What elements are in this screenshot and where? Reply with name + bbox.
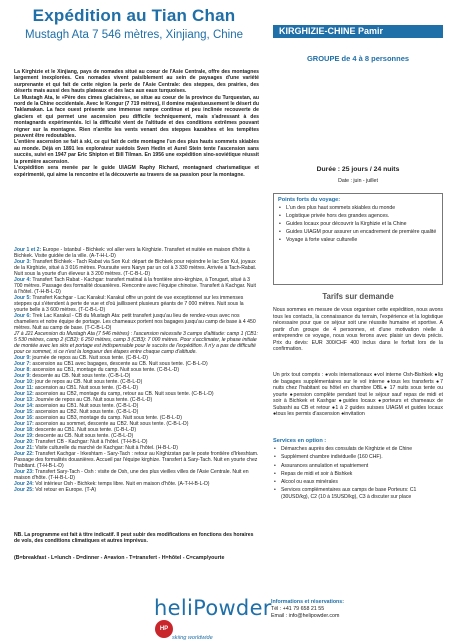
- itinerary-day: [14, 295, 259, 313]
- service-item: • Services complémentaires aux camps de base Porteurs: C1 (30USD/kg), C2 (10 à 15USD/kg), C3 à discuter sur place: [273, 487, 443, 500]
- intro-paragraph: L'expédition sera menée par le guide UIAGM Raphy Richard, montagnard charismatique et expérimenté, qui aime la rencontre et la découverte au travers de sa passion pour la montagne.: [14, 165, 259, 178]
- itinerary-day-label: Jour 23:: [14, 469, 34, 475]
- itinerary-day-label: Jour 16:: [14, 415, 34, 421]
- itinerary-day-label: Jour 13:: [14, 397, 34, 403]
- itinerary-day-text: jour de repos au CB. Nuit sous tente. (C-B-L-D): [35, 379, 143, 385]
- page-subtitle: Mustagh Ata 7 546 mètres, Xinjiang, Chine: [25, 29, 243, 41]
- itinerary-day-label: Jour 24:: [14, 481, 34, 487]
- itinerary-day-label: Jour 8:: [14, 367, 31, 373]
- itinerary-day: [14, 259, 259, 277]
- itinerary-day-label: Jour 25:: [14, 487, 34, 493]
- services-title: Services en option :: [273, 438, 327, 444]
- meal-legend: (B=breakfast - L=lunch - D=dinner - A=avion - T=transfert - H=hôtel - C=camp/yourte: [14, 555, 225, 561]
- contact-email[interactable]: Email : info@helipowder.com: [271, 613, 340, 619]
- intro-paragraph: L'entière ascension se fait à ski, ce qui fait de cette montagne l'un des plus hauts sommets skiables au monde. Déjà en 1891 les explorateur suédois Sven Hedin et Aurel Stein tente l'ascension sans succès, suivi en 1947 par Eric Shipton et Bill Tilman. En 1956 une expédition sino-soviétique réussit la première ascension.: [14, 139, 259, 165]
- services-list: [273, 446, 443, 502]
- itinerary-day-label: Jour 5:: [14, 295, 31, 301]
- itinerary-day-label: Jour 15:: [14, 409, 34, 415]
- intro-paragraph: Le Mustagh Ata, le «Père des cimes glaciaires», se situe au coeur de la province du Turquestan, au nord de la Chine occidentale. Avec le Kongur (7 719 mètres), il domine majestueusement le désert du Taklamakan. La face ouest présente une immense rampe continue et peu inclinée recouverte de glaciers et qui permet une ascension peu difficile techniquement, mais s'adressant à des montagnards expérimentés. Ici la difficulté vient de l'altitude et des conditions extrêmes pouvant régner sur la montagne. Rien n'arrête les vents venant des steppes kazakhes et les tempêtes peuvent être redoutables.: [14, 94, 259, 140]
- page-title: Expédition au Tian Chan: [32, 6, 236, 25]
- highlights-box: [273, 193, 443, 285]
- service-item: • Supplément chambre individuelle (160 CHF).: [273, 454, 443, 460]
- itinerary-day: [14, 331, 259, 355]
- highlights-list: [278, 205, 438, 244]
- itinerary-day-label: Jour 9:: [14, 355, 31, 361]
- itinerary-day-label: Jour 3:: [14, 259, 31, 265]
- highlight-item: • Logistique privée hors des grandes agences.: [278, 213, 438, 220]
- itinerary-day-text: ascension au CB1 avec bagages, descente au CB. Nuit sous tente. (C-B-L-D): [32, 361, 208, 367]
- itinerary-day-label: Jour 22:: [14, 451, 34, 457]
- itinerary-day: [14, 451, 259, 469]
- itinerary-day-label: Jour 1 et 2:: [14, 247, 42, 253]
- service-item: • Démarches auprès des consulats de Kirghizie et de Chine: [273, 446, 443, 452]
- helipowder-logo: [154, 596, 272, 641]
- itinerary-day-text: Visite culturelle du marché de Kachgar: Nuit à l'hôtel. (H-B-L-D): [35, 445, 178, 451]
- itinerary-day-text: Europe - Istanbul - Bichkek: vol aller vers la Kirghizie. Transfert et nuitée en maison d'hôte à Bichkek. Visite guidée de la ville. (A-T-H-L-D): [14, 247, 250, 259]
- itinerary-day-label: Jour 17:: [14, 421, 34, 427]
- highlight-item: • Voyage à forte valeur culturelle: [278, 237, 438, 244]
- itinerary-day-text: descente au CB1. Nuit sous tente. (C-B-L-D): [35, 427, 137, 433]
- itinerary-day-label: Jour 11:: [14, 385, 34, 391]
- highlights-title: Points forts du voyage:: [278, 197, 341, 203]
- service-item: • Repas de midi et soir à Bishkek: [273, 471, 443, 477]
- highlight-item: • Guides UIAGM pour assurer un encadrement de première qualité: [278, 229, 438, 236]
- itinerary-day-label: Jour 19:: [14, 433, 34, 439]
- service-item: • Alcool ou eaux minérales: [273, 479, 443, 485]
- itinerary-day-text: Transfert Kachgar - Lac Karakul: Karakul offre un point de vue exceptionnel sur les immenses steppes qui s'étendent à perte de vue et d'où jaillissent plusieurs géants de 7 000 mètres. Nuit sous la yourte belle à 3 600 mètres. (T-C-B-L-D): [14, 295, 244, 313]
- pricing-text: Nous sommes en mesure de vous organiser cette expédition, nous avons tous les contacts, la connaissance du terrain, l'expérience et la logistique nécessaire pour que ce séjour soit une réussite humaine et sportive. A partir d'un groupe de 4 personnes, et d'une motivation réelle à entreprendre ce voyage, nous vous ferons avec plaisir un devis précis. Prix du devis: EUR 300/CHF 400 inclus dans le forfait lors de la confirmation.: [273, 307, 443, 352]
- itinerary-day-text: Vol retour en Europe. (T-A): [35, 487, 97, 493]
- highlight-item: • L'un des plus haut sommets skiables du monde: [278, 205, 438, 212]
- itinerary-day-label: Jour 4:: [14, 277, 31, 283]
- itinerary-day-text: Transfert Tach Rabat - Kachgar: transfert matinal à la frontière sino-kirghize, à Torugart, situé à 3 700 mètres. Passage des formalité douanières. Rencontre avec l'équipe chinoise. Transfert à Kachgar. Nuit à l'hôtel. (T-H-B-L-D): [14, 277, 256, 295]
- itinerary-day-text: Transfert Sary-Tach - Osh : visite de Osh, une des plus vieilles villes de l'Asie Centrale. Nuit en maison d'hôte. (T-H-B-L-D): [14, 469, 249, 481]
- itinerary-day: [14, 313, 259, 331]
- itinerary-day-text: ascension au CB1. Nuit sous tente. (C-B-L-D): [35, 403, 139, 409]
- trip-dates: Date : juin - juillet: [338, 178, 378, 184]
- trip-duration: Durée : 25 jours / 24 nuits: [316, 166, 400, 173]
- contact-title: Informations et réservations:: [271, 599, 344, 605]
- itinerary-day-text: Trek Lac Karakul - CB du Mustagh Ata: petit transfert jusqu'au lieu de rendez-vous avec nos chameliers et notre équipe de portage. Les chameaux portent nos bagages jusqu'au camp de base à 4 450 mètres. Nuit au camp de base. (T-C-B-L-D): [14, 313, 256, 331]
- logo-tagline: skiing worldwide: [172, 635, 213, 641]
- itinerary-day-text: ascension au CB3, montage du camp. Nuit sous tente. (C-B-L-D): [35, 415, 182, 421]
- itinerary-day: [14, 487, 259, 493]
- intro-paragraph: La Kirghizie et le Xinjiang, pays de nomades situé au coeur de l'Asie Centrale, offre des montagnes largement inexplorées. Ces nomades vivent paisiblement au sein de paysages d'une variété surprenante et qui fait de cette région la perle de l'Asie Centrale: des steppes, des prairies, des déserts mais aussi des hauts plateaux et des lacs aux eaux turquoises.: [14, 69, 259, 95]
- logo-text: heliPowder: [154, 596, 272, 620]
- contact-block: [271, 599, 441, 620]
- itinerary-day-label: Jour 12:: [14, 391, 34, 397]
- included-text: Un prix tout compris : ●vols internationaux ●vol interne Osh-Bishkek ●lig de bagages supplémentaires sur le vol interne ●tous les transferts ●7 nuits chez l'habitant ou hôtel en chambre DBL● 17 nuits sous tente ou yourte ●pension complète pendant tout le séjour sauf repas de midi et soir à Bichkek et Kashgar ●guides locaux ●porteurs et chameaux de Subashi au CB et retour ●1 à 2 guides suisses UIAGM et guides locaux ●tous les permis d'ascension ●invitation: [273, 372, 443, 417]
- itinerary-day-label: Jour 6:: [14, 313, 31, 319]
- itinerary-day-label: Jour 21:: [14, 445, 34, 451]
- itinerary-day-label: Jour 14:: [14, 403, 34, 409]
- itinerary-day: [14, 247, 259, 259]
- itinerary-day-text: ascension au CB2. Nuit sous tente. (C-B-L-D): [35, 409, 139, 415]
- itinerary-day: [14, 469, 259, 481]
- highlight-item: • Guides locaux pour découvrir la Kirghizie et la Chine: [278, 221, 438, 228]
- itinerary-day-text: Transfert CB - Kachgar: Nuit à l'hôtel. (T-H-B-L-D): [35, 439, 148, 445]
- disclaimer: NB. La programme est fait à titre indicatif. Il peut subir des modifications en fonctions des horaires de vols, des conditions climatiques et autres imprévus.: [14, 532, 254, 545]
- itinerary-day-text: Journée de repos au CB. Nuit sous tente. (C-B-L-D): [35, 397, 153, 403]
- itinerary-day: [14, 277, 259, 295]
- itinerary-day-label: Jour 10:: [14, 379, 34, 385]
- itinerary-day-text: Vol intérieur Osh - Bichkek: temps libre. Nuit en maison d'hôte. (A-T-H-B-L-D): [35, 481, 210, 487]
- logo-mark-icon: HP: [155, 620, 173, 638]
- group-size: GROUPE de 4 à 8 personnes: [306, 54, 410, 63]
- itinerary: [14, 247, 259, 493]
- region-banner: KIRGHIZIE-CHINE Pamir: [273, 25, 443, 38]
- itinerary-day-text: journée de repos au CB. Nuit sous tente. (C-B-L-D): [32, 355, 148, 361]
- itinerary-day-text: ascension au CB1, montage du camp. Nuit sous tente. (C-B-L-D): [32, 367, 180, 373]
- itinerary-day-label: Jour 9:: [14, 373, 31, 379]
- pricing-title: Tarifs sur demande: [322, 292, 394, 301]
- itinerary-day-text: descente au CB. Nuit sous tente. (C-B-L-D): [35, 433, 134, 439]
- itinerary-day-text: Transfert Kachgar - Irkeshtam - Sary-Tach : retour au Kirghizstan par le poste frontière d'Irkeshtam. Passage des formalités douanières. Accueil par l'équipe kirghize. Transfert à Sary-Tach. Nuit en yourte chez l'habitant. (T-H-B-L-D): [14, 451, 259, 469]
- itinerary-day-text: Transfert Bichkek - Tach Rabat via Son Kul: départ de Bichkek pour rejoindre le lac Son Kul, joyaux de la Kirghizie, situé à 3 016 mètres. Poursuite vers Naryn par un col à 3 330 mètres. Arrivée à Tach-Rabat. Nuit sous la yourte d'un éleveur à 3 200 mètres. (T-C-B-L-D): [14, 259, 257, 277]
- itinerary-day-label: Jour 7:: [14, 361, 31, 367]
- contact-phone: Tél : +41 79 658 21 55: [271, 606, 325, 612]
- itinerary-day-label: Jour 20:: [14, 439, 34, 445]
- itinerary-day-text: ascension au sommet, descente au CB2. Nuit sous tente. (C-B-L-D): [35, 421, 189, 427]
- itinerary-day-text: ascension au CB1. Nuit sous tente. (C-B-L-D): [34, 385, 139, 391]
- itinerary-day-label: Jour 18:: [14, 427, 34, 433]
- itinerary-day-text: descente au CB. Nuit sous tente. (C-B-L-D): [32, 373, 131, 379]
- intro-section: [14, 69, 259, 178]
- itinerary-day-text: ascension au CB2, montage du camp, retour au CB. Nuit sous tente. (C-B-L-D): [35, 391, 214, 397]
- itinerary-day-text: J7 à J21 Ascension du Mustagh Ata (7 546 mètres) : l'ascension nécessite 3 camps d'altitude: camp 1 (CB1: 5 530 mètres, camp 2 (CB2): 6 250 mètres, camp 3 (CB3): 7 000 mètres. Pour s'acclimater, le phase initiale de montée avec les skis et portage est indispensable pour le succès de l'expédition. Il n'y a pas de difficulté pour ce sommet, si ce n'est la longueur des étapes entre chaque camp d'altitude.: [14, 331, 258, 355]
- service-item: • Assurances annulation et rapatriement: [273, 463, 443, 469]
